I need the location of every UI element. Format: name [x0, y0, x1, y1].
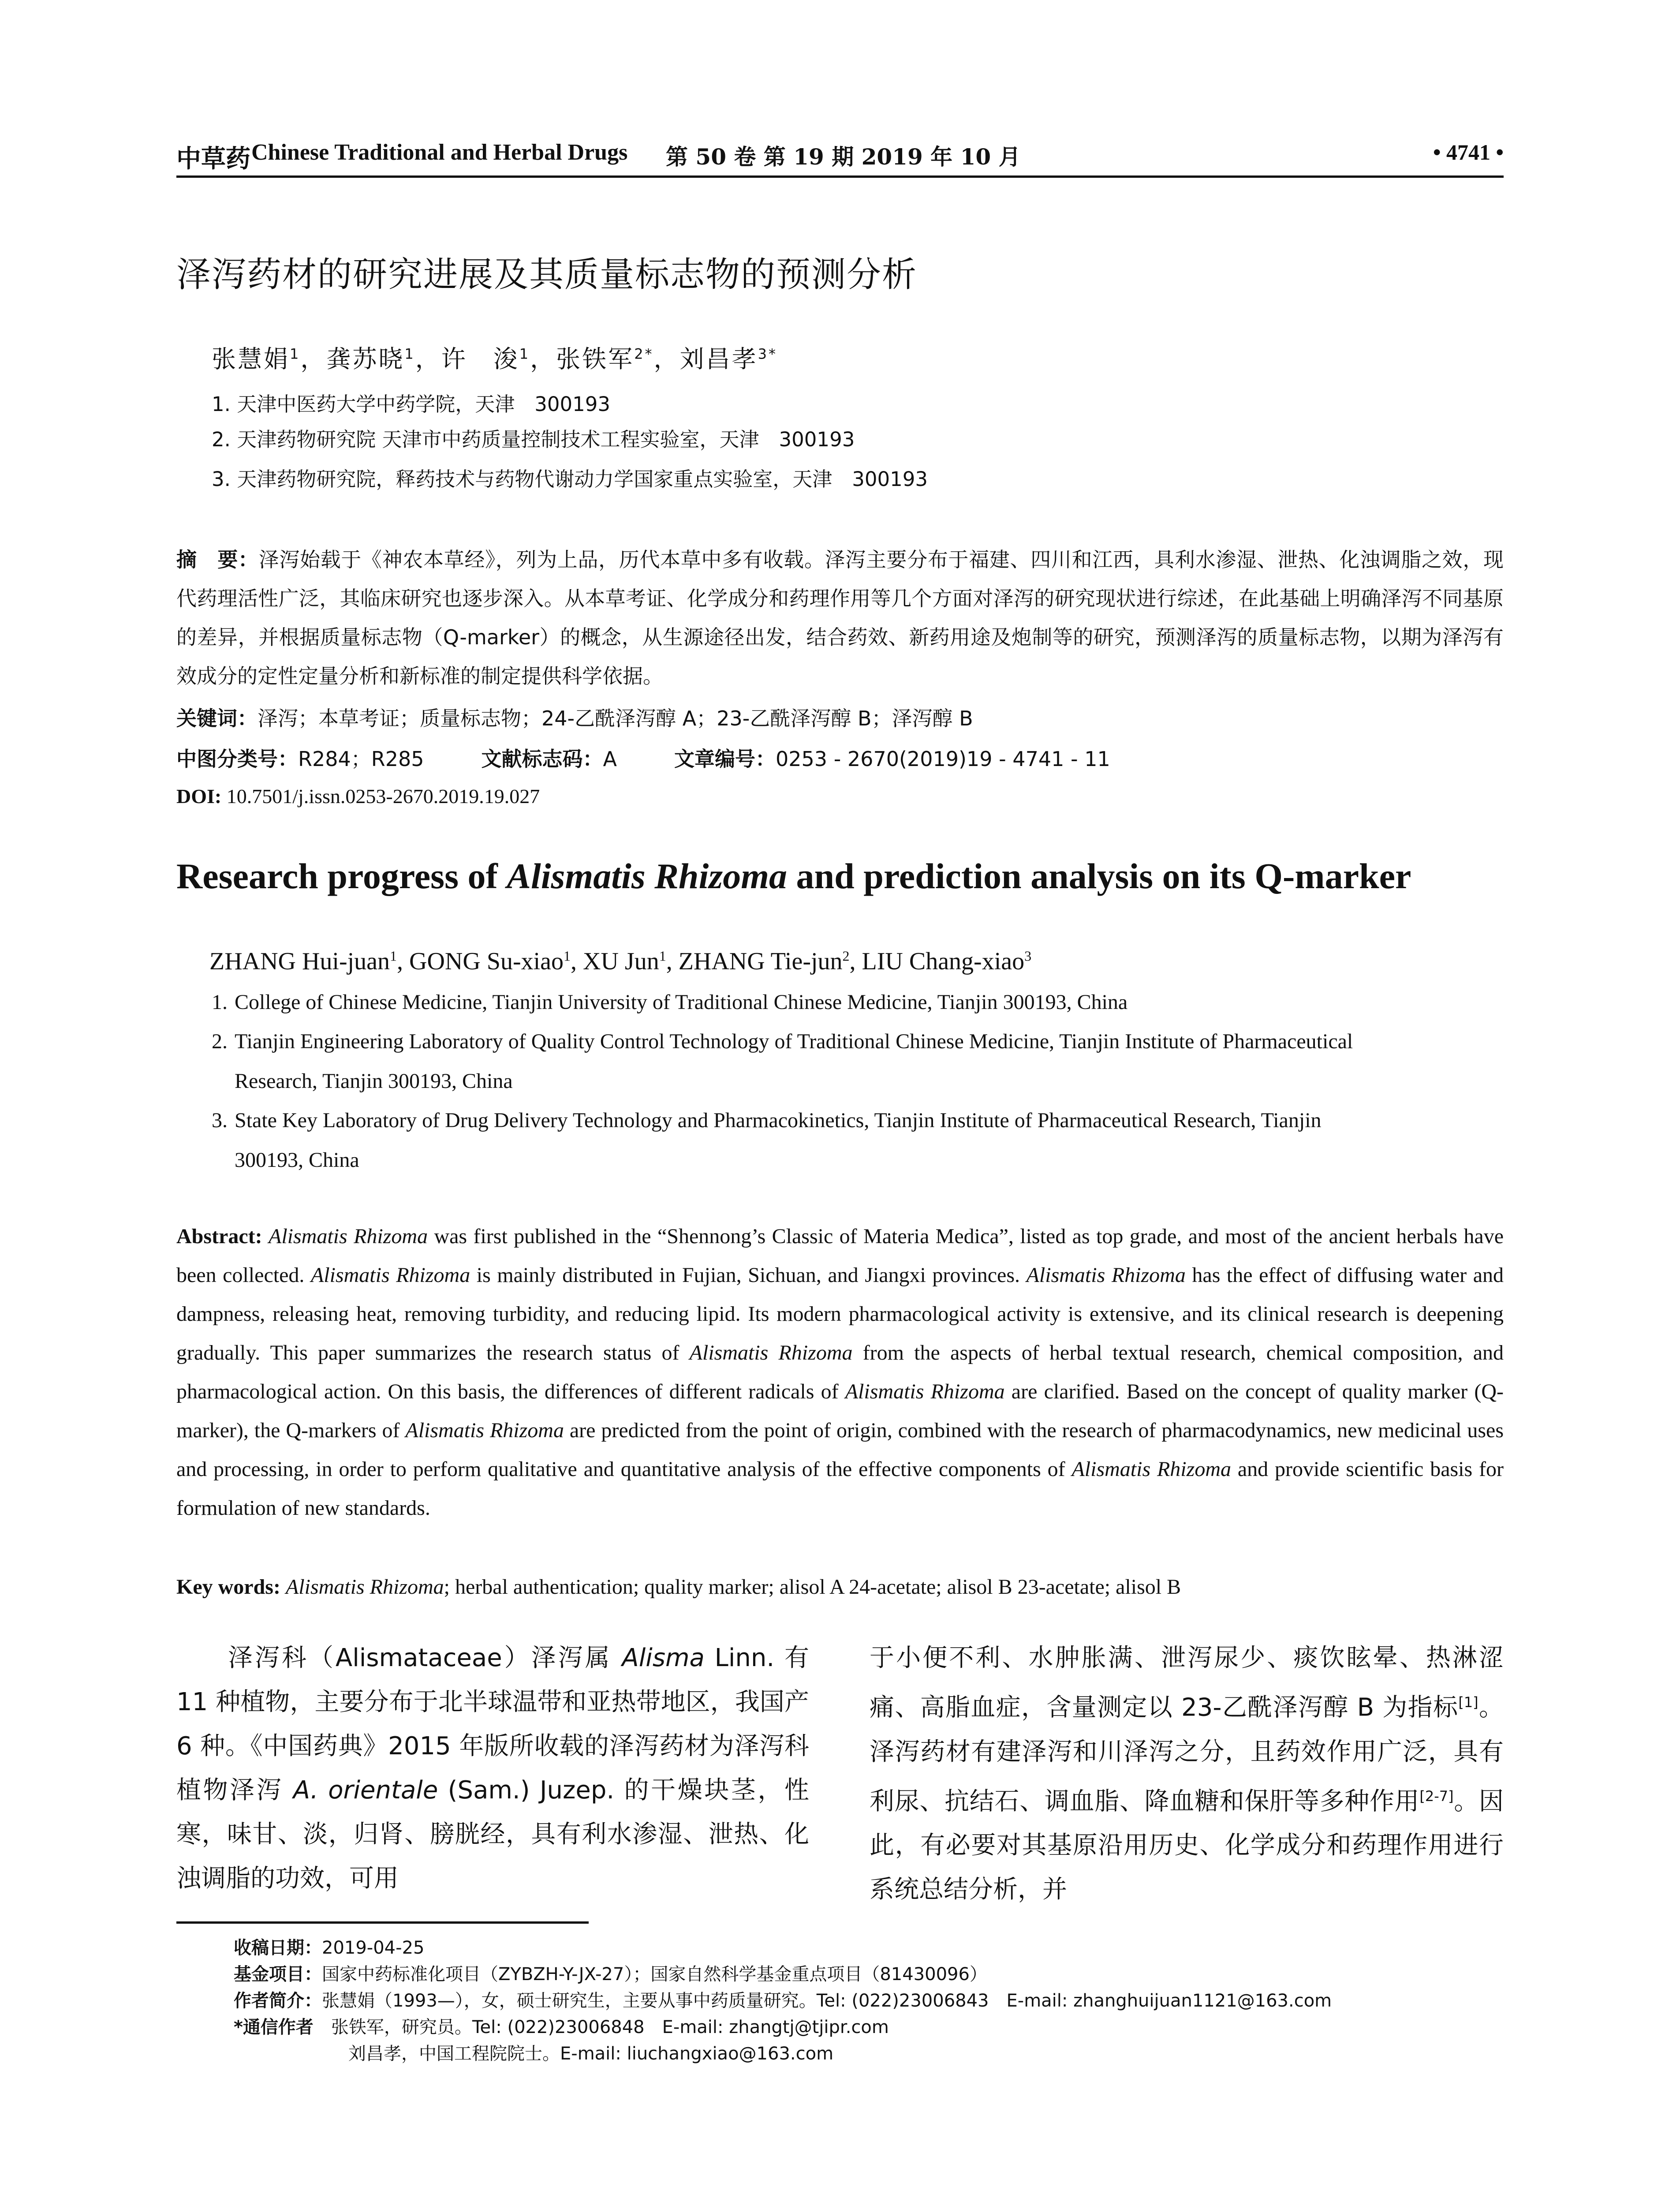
body-text-segment: (Sam.) Juzep. 的干燥块茎，性寒，味甘、淡，归肾、膀胱经，具有利水渗湿、泄热、化浊调脂的功效，可用	[176, 1776, 809, 1893]
keywords-en-segment	[280, 1575, 286, 1599]
body-text-segment: Linn. 有 11 种植物，主要分布于北半球温带和亚热带地区，我国产 6 种。《中国药典》2015 年版所收载的泽泻药材为泽泻科植物泽泻	[176, 1644, 809, 1805]
keywords-cn-label: 关键词：	[176, 706, 258, 730]
author-affiliation-mark: 1	[290, 345, 301, 363]
body-text-segment: Alisma	[622, 1644, 705, 1672]
keywords-en-label: Key words:	[176, 1575, 280, 1599]
body-text-segment: A. orientale	[293, 1776, 438, 1805]
footnote-rule	[176, 1921, 589, 1924]
author-affiliation-mark: 2	[842, 948, 850, 964]
footnote-label: 作者简介：	[234, 1991, 322, 2011]
abstract-en-segment	[262, 1225, 269, 1248]
abstract-en-segment: was first published in the “Shennong’s Classic of Materia Medica”, listed as top grade, and most of the ancient herbals have been collected.	[176, 1225, 1504, 1287]
author-affiliation-mark: 2*	[634, 345, 654, 363]
author-name: LIU Chang-xiao	[862, 948, 1025, 975]
author-affiliation-mark: 1	[659, 948, 666, 964]
header-rule	[176, 176, 1504, 178]
footnote-label: 收稿日期：	[234, 1938, 322, 1958]
author-name: 刘昌孝	[679, 345, 758, 373]
title-en-italic: Alismatis Rhizoma	[507, 856, 787, 896]
footnote-fund	[234, 1960, 987, 1985]
affiliation-en-line: College of Chinese Medicine, Tianjin University of Traditional Chinese Medicine, Tianjin 300193, China	[235, 990, 1128, 1014]
body-text-segment: 于小便不利、水肿胀满、泄泻尿少、痰饮眩晕、热淋涩痛、高脂血症，含量测定以 23-乙酰泽泻醇 B 为指标	[870, 1644, 1504, 1722]
abstract-en-segment: from the aspects of herbal textual research, chemical composition, and pharmacological action. On this basis, the differences of different radicals of	[176, 1341, 1504, 1403]
keywords-en	[176, 1568, 1504, 1607]
body-column-left	[176, 1636, 809, 1901]
keywords-en-text	[280, 1575, 1181, 1599]
keywords-en-segment: ; herbal authentication; quality marker; alisol A 24-acetate; alisol B 23-acetate; alisol B	[444, 1575, 1181, 1599]
classification-line	[176, 740, 1504, 778]
authors-en: ZHANG Hui-juan$^1$, GONG Su-xiao$^1$, XU Jun$^1$, ZHANG Tie-jun$^2$, LIU Chang-xiao$^3$	[209, 948, 1032, 975]
abstract-en-text	[176, 1225, 1504, 1520]
body-column-right	[870, 1636, 1504, 1912]
abstract-en-segment: is mainly distributed in Fujian, Sichuan, and Jiangxi provinces.	[470, 1263, 1027, 1287]
affiliation-en-line: Research, Tianjin 300193, China	[235, 1069, 513, 1093]
abstract-en-segment: Alismatis Rhizoma	[310, 1263, 470, 1287]
author-name: 龚苏晓	[326, 345, 405, 373]
author-affiliation-mark: 3*	[758, 345, 777, 363]
doc-code-value: A	[603, 747, 617, 771]
abstract-en-segment: Alismatis Rhizoma	[1071, 1458, 1231, 1481]
body-text-segment[interactable]: [1]	[1458, 1694, 1478, 1711]
issue-info: 第 50 卷 第 19 期 2019 年 10 月	[666, 144, 1021, 170]
footnote-corresponding-2: 刘昌孝，中国工程院院士。E-mail: liuchangxiao@163.com	[348, 2044, 834, 2064]
affiliation-en-3	[212, 1101, 1504, 1180]
affiliation-en-number: 3.	[212, 1109, 228, 1132]
affiliation-en-1	[212, 983, 1504, 1022]
author-name: 张铁军	[556, 345, 635, 373]
keywords-en-segment: Alismatis Rhizoma	[285, 1575, 444, 1599]
keywords-cn-text: 泽泻；本草考证；质量标志物；24-乙酰泽泻醇 A；23-乙酰泽泻醇 B；泽泻醇 B	[258, 706, 973, 730]
footnote-text: 2019-04-25	[322, 1938, 425, 1958]
journal-name-cn: 中草药	[176, 144, 250, 173]
title-en	[176, 856, 1411, 897]
author-name: GONG Su-xiao	[409, 948, 564, 975]
footnote-label: 基金项目：	[234, 1964, 322, 1984]
author-affiliation-mark: 3	[1024, 948, 1032, 964]
abstract-en-segment: Alismatis Rhizoma	[1026, 1263, 1186, 1287]
affiliation-cn-2: 2. 天津药物研究院 天津市中药质量控制技术工程实验室，天津 300193	[212, 428, 855, 451]
footnote-text: 张铁军，研究员。Tel: (022)23006848 E-mail: zhangtj@tjipr.com	[331, 2017, 889, 2037]
abstract-en-segment: has the effect of diffusing water and dampness, releasing heat, removing turbidity, and reducing lipid. Its modern pharmacological activity is extensive, and its clinical research is deepening gradually. This paper summarizes the research status of	[176, 1263, 1504, 1364]
abstract-cn-text: 泽泻始载于《神农本草经》，列为上品，历代本草中多有收载。泽泻主要分布于福建、四川和江西，具利水渗湿、泄热、化浊调脂之效，现代药理活性广泛，其临床研究也逐步深入。从本草考证、化学成分和药理作用等几个方面对泽泻的研究现状进行综述，在此基础上明确泽泻不同基原的差异，并根据质量标志物（Q-marker）的概念，从生源途径出发，结合药效、新药用途及炮制等的研究，预测泽泻的质量标志物，以期为泽泻有效成分的定性定量分析和新标准的制定提供科学依据。	[176, 548, 1504, 688]
abstract-en-segment: Alismatis Rhizoma	[405, 1419, 564, 1442]
abstract-cn	[176, 540, 1504, 695]
body-text-segment[interactable]: [2-7]	[1419, 1787, 1454, 1805]
authors-cn: 张慧娟$^1$，龚苏晓$^1$，许 浚$^1$，张铁军$^{2*}$，刘昌孝$^{3*}$	[212, 345, 777, 373]
author-name: 许 浚	[441, 345, 519, 373]
clc-value: R284；R285	[298, 747, 424, 771]
abstract-en-segment: are predicted from the point of origin, combined with the research of pharmacodynamics, new medicinal uses and processing, in order to perform qualitative and quantitative analysis of the effective components of	[176, 1419, 1504, 1481]
footnote-text: 张慧娟（1993—），女，硕士研究生，主要从事中药质量研究。Tel: (022)23006843 E-mail: zhanghuijuan1121@163.com	[322, 1991, 1332, 2011]
affiliation-en-line: Tianjin Engineering Laboratory of Quality Control Technology of Traditional Chinese Medicine, Tianjin Institute of Pharmaceutical	[235, 1030, 1353, 1053]
author-affiliation-mark: 1	[564, 948, 571, 964]
affiliation-cn-1: 1. 天津中医药大学中药学院，天津 300193	[212, 392, 611, 416]
author-affiliation-mark: 1	[404, 345, 415, 363]
abstract-en-segment: and provide scientific basis for formulation of new standards.	[176, 1458, 1504, 1520]
body-text-segment: 。因此，有必要对其基原沿用历史、化学成分和药理作用进行系统总结分析，并	[870, 1787, 1504, 1904]
footnote-corresponding	[234, 2013, 889, 2038]
body-text-segment: 泽泻科（Alismataceae）泽泻属	[226, 1644, 622, 1672]
title-en-prefix: Research progress of	[176, 856, 507, 896]
doi-label: DOI:	[176, 785, 222, 807]
keywords-cn	[176, 699, 1504, 738]
doi-line	[176, 777, 1504, 816]
affiliation-en-line: 300193, China	[235, 1148, 359, 1172]
title-en-suffix: and prediction analysis on its Q-marker	[787, 856, 1411, 896]
abstract-en-segment: Alismatis Rhizoma	[269, 1225, 428, 1248]
title-cn: 泽泻药材的研究进展及其质量标志物的预测分析	[176, 255, 918, 295]
footnote-text: 国家中药标准化项目（ZYBZH-Y-JX-27）；国家自然科学基金重点项目（81430096）	[322, 1964, 987, 1984]
footnote-received	[234, 1934, 424, 1959]
body-text-segment: 。泽泻药材有建泽泻和川泽泻之分，且药效作用广泛，具有利尿、抗结石、调血脂、降血糖和保肝等多种作用	[870, 1693, 1504, 1816]
page-number: • 4741 •	[1433, 140, 1504, 164]
abstract-en-segment: Alismatis Rhizoma	[845, 1380, 1005, 1403]
affiliation-en-number: 2.	[212, 1030, 228, 1053]
affiliation-en-line: State Key Laboratory of Drug Delivery Technology and Pharmacokinetics, Tianjin Institute of Pharmaceutical Research, Tianjin	[235, 1109, 1322, 1132]
article-no-value: 0253 - 2670(2019)19 - 4741 - 11	[776, 747, 1110, 771]
author-affiliation-mark: 1	[519, 345, 530, 363]
affiliation-en-number: 1.	[212, 990, 228, 1014]
abstract-en-segment: Alismatis Rhizoma	[689, 1341, 853, 1364]
doi-value[interactable]: 10.7501/j.issn.0253-2670.2019.19.027	[226, 785, 540, 807]
abstract-en-label: Abstract:	[176, 1225, 262, 1248]
footnote-author-bio	[234, 1987, 1332, 2012]
journal-name-en: Chinese Traditional and Herbal Drugs	[251, 140, 628, 165]
footnote-label: *通信作者	[234, 2017, 314, 2037]
article-no-label: 文章编号：	[674, 747, 776, 771]
running-header	[176, 139, 1504, 175]
abstract-en	[176, 1217, 1504, 1528]
author-affiliation-mark: 1	[390, 948, 397, 964]
doc-code-label: 文献标志码：	[481, 747, 603, 771]
clc-label: 中图分类号：	[176, 747, 298, 771]
author-name: 张慧娟	[212, 345, 290, 373]
author-name: XU Jun	[583, 948, 659, 975]
affiliation-en-2	[212, 1022, 1504, 1101]
abstract-en-segment: are clarified. Based on the concept of quality marker (Q-marker), the Q-markers of	[176, 1380, 1504, 1442]
author-name: ZHANG Hui-juan	[209, 948, 390, 975]
abstract-cn-label: 摘 要：	[176, 548, 259, 572]
author-name: ZHANG Tie-jun	[678, 948, 843, 975]
affiliation-cn-3: 3. 天津药物研究院，释药技术与药物代谢动力学国家重点实验室，天津 300193	[212, 467, 928, 491]
